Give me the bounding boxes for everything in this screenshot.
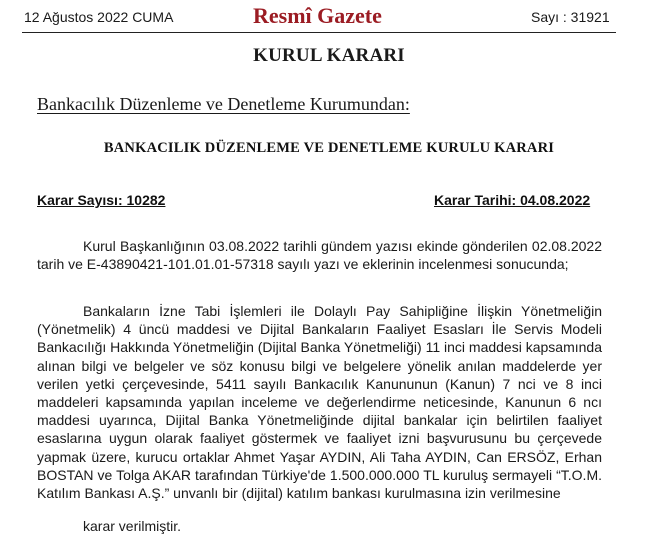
paragraph-decision-body: Bankaların İzne Tabi İşlemleri ile Dolaylı Pay Sahipliğine İlişkin Yönetmeliğin (Yönetmelik) 4 üncü maddesi ve Dijital Bankaların Faaliyet Esasları İle Servis Modeli Bankacılığı Hakkında Yönetmeliğin (Dijital Banka Yönetmeliği) 11 inci maddesi kapsamında alınan bilgi ve belgeler ve söz konusu bilgi ve belgelere yönelik anılan maddelerde yer verilen yetki çerçevesinde, 5411 sayılı Bankacılık Kanununun (Kanun) 7 nci ve 8 inci maddeleri kapsamında yapılan inceleme ve değerlendirme neticesinde, Kanunun 6 ncı maddesi uyarınca, Dijital Banka Yönetmeliğinde dijital bankalar için belirtilen faaliyet esaslarına uygun olarak faaliyet göstermek ve faaliyet izni başvurusunu bu çerçevede yapmak üzere, kurucu ortaklar Ahmet Yaşar AYDIN, Ali Taha AYDIN, Can ERSÖZ, Erhan BOSTAN ve Tolga AKAR tarafından Türkiye'de 1.500.000.000 TL kuruluş sermayeli “T.O.M. Katılım Bankası A.Ş.” unvanlı bir (dijital) katılım bankası kurulmasına izin verilmesine xyxy=(37,303,602,502)
gazette-title: Resmî Gazete xyxy=(253,3,382,28)
issue-number: Sayı : 31921 xyxy=(531,9,610,25)
decision-number: Karar Sayısı: 10282 xyxy=(37,192,166,208)
publication-date: 12 Ağustos 2022 CUMA xyxy=(24,9,174,25)
paragraph-intro: Kurul Başkanlığının 03.08.2022 tarihli gündem yazısı ekinde gönderilen 02.08.2022 tarih ve E-43890421-101.01.01-57318 sayılı yazı ve eklerinin incelenmesi sonucunda; xyxy=(37,238,602,273)
decision-date: Karar Tarihi: 04.08.2022 xyxy=(434,192,591,208)
issuing-institution: Bankacılık Düzenleme ve Denetleme Kurumundan: xyxy=(37,94,410,114)
closing-statement: karar verilmiştir. xyxy=(83,518,182,534)
board-decision-title: BANKACILIK DÜZENLEME VE DENETLEME KURULU KARARI xyxy=(103,140,555,156)
document-kind-heading: KURUL KARARI xyxy=(253,45,405,66)
header-divider xyxy=(22,32,616,33)
